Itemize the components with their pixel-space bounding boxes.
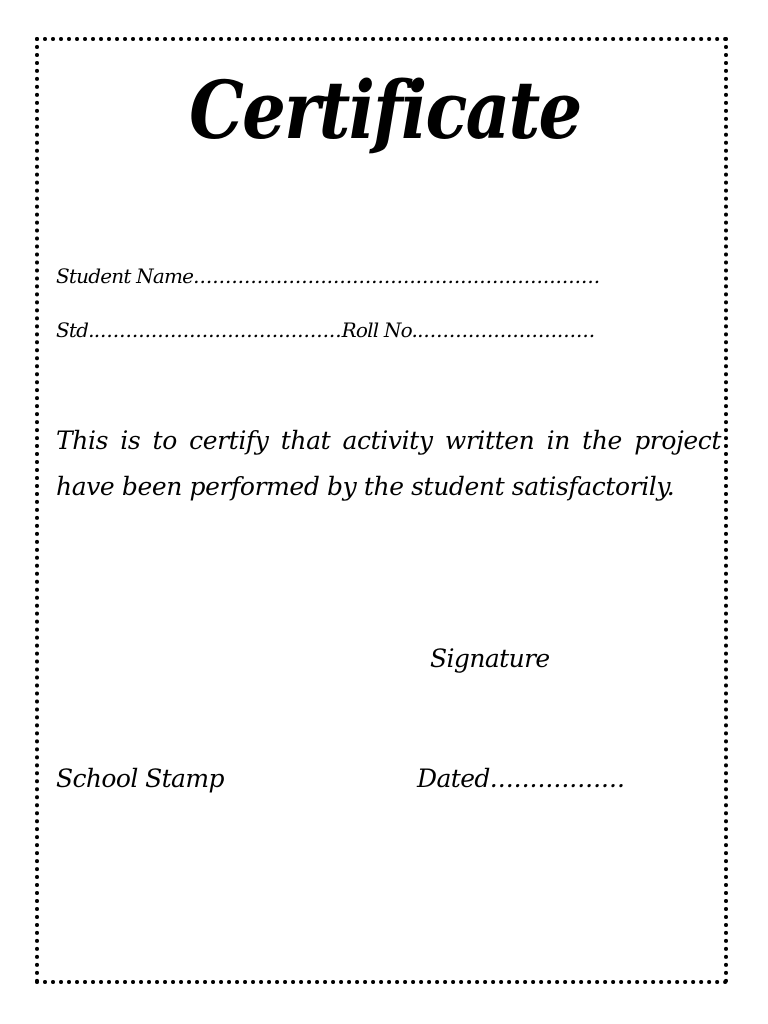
certificate-title: Certificate [189, 63, 581, 157]
dated-blank: ................. [489, 764, 625, 793]
school-stamp-label: School Stamp [56, 764, 224, 793]
student-name-blank: ................................................................ [193, 264, 601, 288]
roll-no-blank: ............................ [417, 318, 596, 342]
student-name-label: Student Name [56, 264, 194, 288]
std-label: Std. [56, 318, 94, 342]
std-roll-line [56, 320, 595, 340]
signature-label: Signature [430, 644, 550, 673]
std-blank: ....................................... [93, 318, 342, 342]
roll-no-label: Roll No. [341, 318, 418, 342]
dated-label: Dated [417, 764, 490, 793]
dotted-border [35, 37, 728, 984]
certification-statement [56, 418, 721, 510]
dated-line [417, 766, 625, 791]
statement-line-2: have been performed by the student satisfactorily. [56, 472, 675, 501]
student-name-line [56, 266, 600, 286]
statement-line-1: This is to certify that activity written in the project [56, 426, 721, 455]
